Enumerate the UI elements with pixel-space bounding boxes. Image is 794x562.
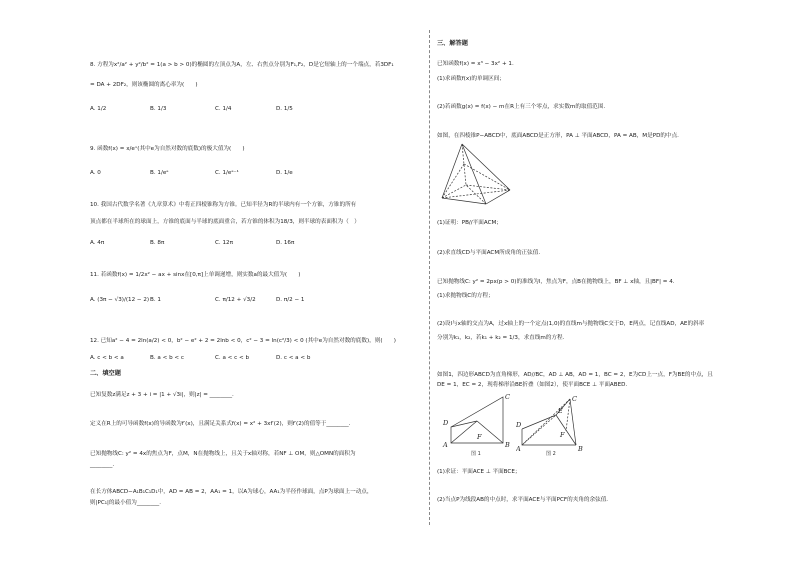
p4-stem-line1: 如图1，四边形ABCD为直角梯形，AD//BC，AD ⊥ AB，AD = 1，BC = 2，E为CD上一点，F为BE的中点，且 xyxy=(437,372,713,378)
q8-option-a: A. 1/2 xyxy=(90,106,107,112)
fig2-label-d: D xyxy=(516,421,522,429)
q9-option-a: A. 0 xyxy=(90,170,101,176)
p1-sub1: (1)求函数f(x)的单调区间； xyxy=(437,76,505,82)
q11-option-b: B. 1 xyxy=(150,297,161,303)
p2-sub2: (2)求直线CD与平面ACM所成角的正弦值. xyxy=(437,250,541,256)
fig2-caption: 图 2 xyxy=(546,451,556,457)
q12-option-d: D. c < a < b xyxy=(276,355,311,361)
fill-question-2: 定义在R上的可导函数f(x)的导函数为f′(x)，且满足关系式f(x) = x² + 3xf′(2)，则f′(2)的值等于________. xyxy=(90,421,351,427)
column-divider xyxy=(429,30,430,525)
q11-option-c: C. π/12 + √3/2 xyxy=(215,297,256,303)
q10-option-a: A. 4π xyxy=(90,240,105,246)
fig2-label-e: E xyxy=(558,407,563,415)
q12-option-c: C. a < c < b xyxy=(215,355,250,361)
fig1-label-f: F xyxy=(477,433,482,441)
pyramid-figure xyxy=(438,140,518,212)
fig1-label-b: B xyxy=(505,441,510,449)
fig2-label-f: F xyxy=(560,431,565,439)
p4-sub1: (1)求证：平面ACE ⊥ 平面BCE； xyxy=(437,469,521,475)
q9-line1: 9. 函数f(x) = x/eˣ(其中e为自然对数的底数)的极大值为( ) xyxy=(90,146,245,152)
p1-sub2: (2)若函数g(x) = f(x) − m在R上有三个零点，求实数m的取值范围. xyxy=(437,104,606,110)
fig1-caption: 图 1 xyxy=(471,451,481,457)
fig2-label-b: B xyxy=(578,445,583,453)
q9-option-c: C. 1/eᵉ⁻¹ xyxy=(215,170,239,176)
fill-question-4-line1: 在长方体ABCD−A₁B₁C₁D₁中，AD = AB = 2，AA₁ = 1，以A为球心，AA₁为半径作球面，点P为球面上一动点， xyxy=(90,489,373,495)
section-fill-in-heading: 二、填空题 xyxy=(90,370,121,377)
p4-stem-line2: DE = 1，EC = 2，现将梯形沿BE折叠（如图2），使平面BCE ⊥ 平面ABED. xyxy=(437,382,628,388)
q10-option-b: B. 8π xyxy=(150,240,165,246)
fig2-label-a: A xyxy=(516,445,521,453)
fig1-label-a: A xyxy=(443,441,448,449)
p3-sub1: (1)求抛物线C的方程； xyxy=(437,293,494,299)
q10-line1: 10. 我国古代数学名著《九章算术》中将正四棱锥称为方锥。已知半径为R的半球内有一个方锥，方锥的所有 xyxy=(90,202,357,208)
p2-sub1: (1)证明：PB//平面ACM； xyxy=(437,220,502,226)
fill-question-3-line2: ________. xyxy=(90,462,115,468)
fig2-label-c: C xyxy=(572,395,577,403)
q8-line1: 8. 方程为x²/a² + y²/b² = 1(a > b > 0)的椭圆的左顶点为A，左、右焦点分别为F₁,F₂，D是它短轴上的一个端点，若3DF₁ xyxy=(90,62,394,68)
p2-stem: 如图，在四棱锥P−ABCD中，底面ABCD是正方形，PA ⊥ 平面ABCD，PA = AB，M是PD的中点. xyxy=(437,133,679,139)
q12-option-b: B. a < b < c xyxy=(150,355,184,361)
q8-option-b: B. 1/3 xyxy=(150,106,167,112)
q10-option-c: C. 12π xyxy=(215,240,233,246)
q10-option-d: D. 16π xyxy=(276,240,295,246)
trapezoid-figure-1 xyxy=(437,393,515,457)
q12-line1: 12. 已知a² − 4 = 2ln(a/2) < 0，b² − e² + 2 = 2lnb < 0，c² − 3 = ln(c²/3) < 0 (其中e为自然对数的底数)，则( ) xyxy=(90,338,396,344)
q10-line2: 顶点都在半球所在的球面上，方锥的底面与半球的底面重合，若方锥的体积为18/3，则半球的表面积为（ ） xyxy=(90,219,360,225)
q12-option-a: A. c < b < a xyxy=(90,355,124,361)
folded-figure-2 xyxy=(516,393,590,457)
fill-question-4-line2: 则|PC₁|的最小值为________. xyxy=(90,500,162,506)
p1-stem: 已知函数f(x) = x³ − 3x² + 1. xyxy=(437,61,514,67)
q11-option-d: D. π/2 − 1 xyxy=(276,297,305,303)
p3-sub2-line1: (2)设l与x轴的交点为A，过x轴上的一个定点(1,0)的直线m与抛物线C交于D，E两点，记直线AD，AE的斜率 xyxy=(437,321,705,327)
p3-sub2-line2: 分别为k₁，k₂，若k₁ + k₂ = 1/3，求直线m的方程. xyxy=(437,335,565,341)
q8-option-d: D. 1/5 xyxy=(276,106,293,112)
fig1-label-d: D xyxy=(443,419,449,427)
q8-option-c: C. 1/4 xyxy=(215,106,232,112)
q11-line1: 11. 若函数f(x) = 1/2x² − ax + sinx在[0,π]上单调递增，则实数a的最大值为( ) xyxy=(90,272,301,278)
q11-option-a: A. (3π − √3)/(12 − 2) xyxy=(90,297,150,303)
p3-stem: 已知抛物线C: y² = 2px(p > 0)的准线为l，焦点为F，点B在抛物线上，BF ⊥ x轴，且|BF| = 4. xyxy=(437,279,675,285)
q9-option-b: B. 1/eᵉ xyxy=(150,170,169,176)
q8-line2: = DA + 2DF₂，则该椭圆的离心率为( ) xyxy=(90,82,198,88)
p4-sub2: (2)当点P为线段AB的中点时，求平面ACE与平面PCF的夹角的余弦值. xyxy=(437,497,609,503)
fig1-label-c: C xyxy=(505,393,510,401)
q9-option-d: D. 1/e xyxy=(276,170,293,176)
fill-question-3-line1: 已知抛物线C: y² = 4x的焦点为F，点M，N在抛物线上，且关于x轴对称，若NF ⊥ OM，则△OMN的面积为 xyxy=(90,451,356,457)
section-solve-heading: 三、解答题 xyxy=(437,40,468,47)
fill-question-1: 已知复数z满足z + 3 + i = |1 + √3i|，则|z| = ________. xyxy=(90,392,234,398)
